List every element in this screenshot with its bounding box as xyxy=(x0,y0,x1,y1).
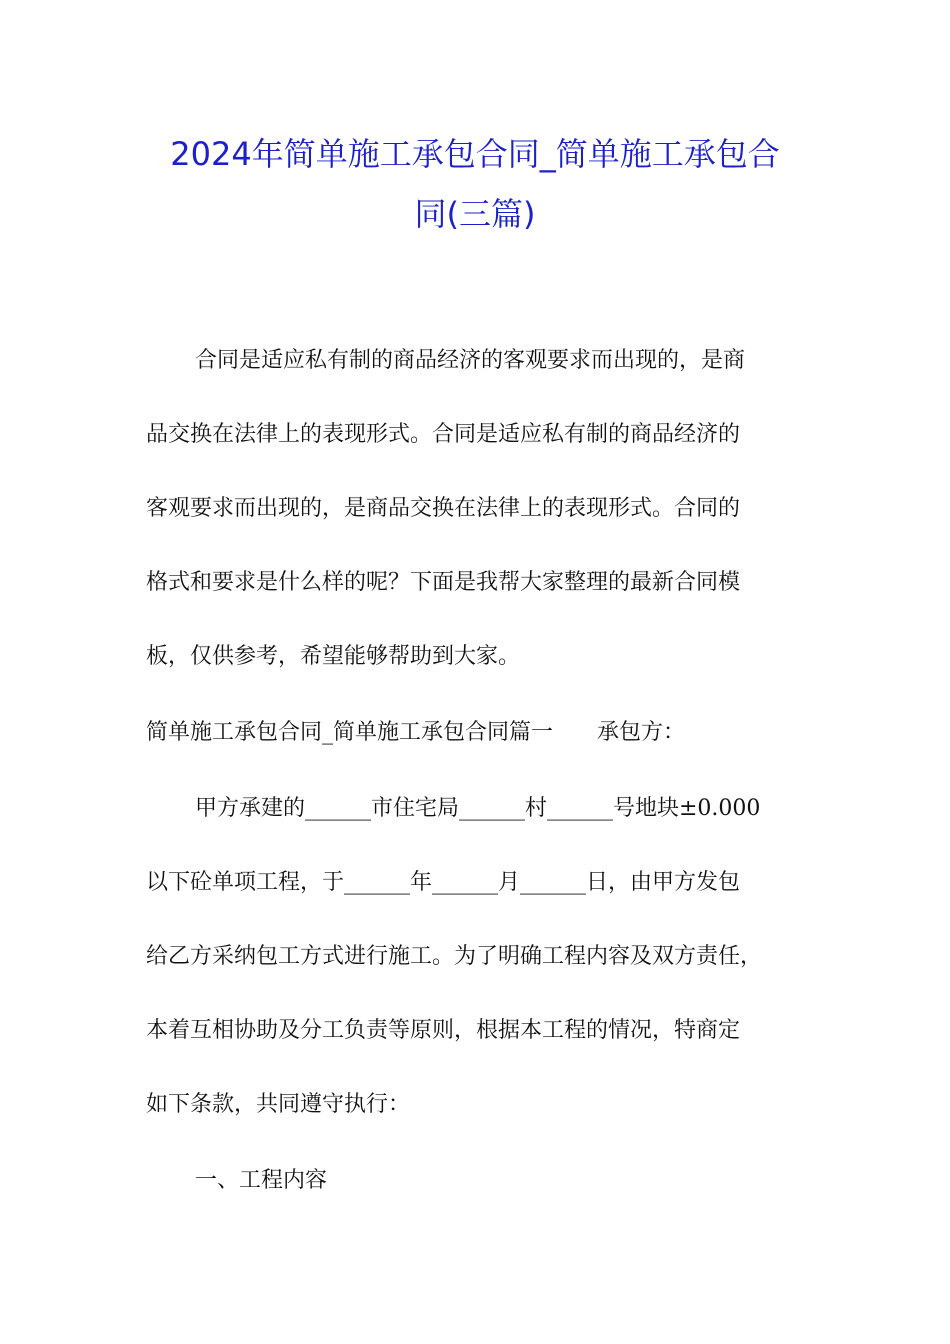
paragraph-line: 客观要求而出现的，是商品交换在法律上的表现形式。合同的 xyxy=(146,496,741,521)
section-heading: 简单施工承包合同_简单施工承包合同篇一 xyxy=(146,720,554,745)
paragraph-line: 如下条款，共同遵守执行： xyxy=(146,1092,411,1117)
document-title-line-1: 2024年简单施工承包合同_简单施工承包合 xyxy=(170,135,780,173)
paragraph-line: 甲方承建的______市住宅局______村______号地块±0.000 xyxy=(195,796,761,821)
section-heading-line xyxy=(146,722,826,744)
paragraph-line: 合同是适应私有制的商品经济的客观要求而出现的，是商 xyxy=(195,348,746,373)
paragraph-line: 给乙方采纳包工方式进行施工。为了明确工程内容及双方责任， xyxy=(146,944,763,969)
paragraph-line: 板，仅供参考，希望能够帮助到大家。 xyxy=(146,644,521,669)
contractor-label: 承包方： xyxy=(597,720,686,745)
paragraph-line: 格式和要求是什么样的呢？下面是我帮大家整理的最新合同模 xyxy=(146,570,741,595)
document-title-line-2: 同(三篇) xyxy=(414,195,536,233)
paragraph-line: 以下砼单项工程，于______年______月______日，由甲方发包 xyxy=(146,870,741,895)
paragraph-line: 本着互相协助及分工负责等原则，根据本工程的情况，特商定 xyxy=(146,1018,741,1043)
paragraph-line: 品交换在法律上的表现形式。合同是适应私有制的商品经济的 xyxy=(146,422,741,447)
clause-heading: 一、工程内容 xyxy=(195,1168,328,1193)
